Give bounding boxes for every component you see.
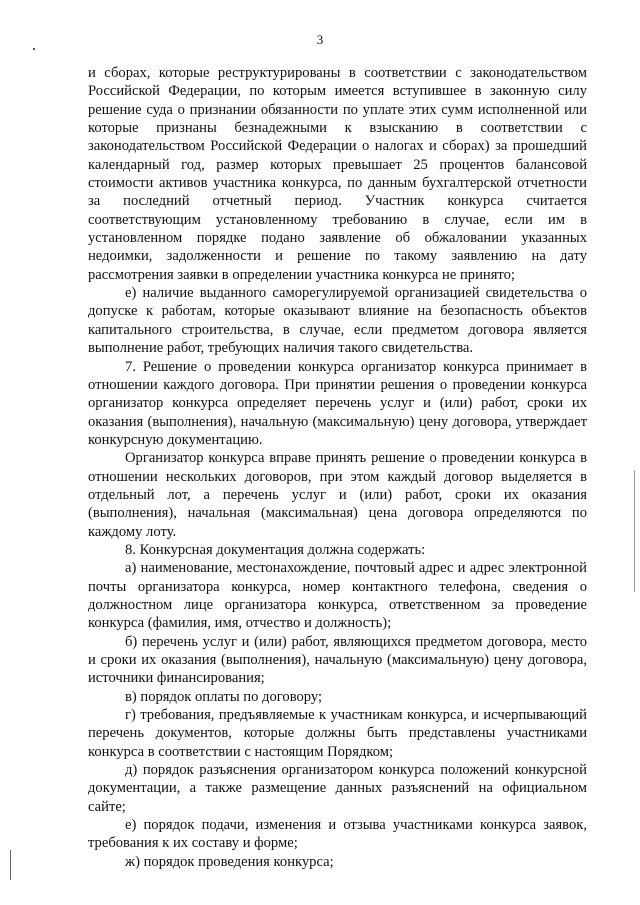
paragraph-item-zh: ж) порядок проведения конкурса;: [125, 853, 334, 870]
paragraph-item-a: а) наименование, местонахождение, почтовый адрес и адрес электронной почты организатора конкурса, номер контактного телефона, сведения о должностном лице организатора конкурса, ответственном за проведение конкурса (фамилия, имя, отчество и должность);: [88, 560, 587, 632]
paragraph-tax-arrears-continuation: и сборах, которые реструктурированы в соответствии с законодательством Российской Федерации, по которым имеется вступившее в законную силу решение суда о признании обязанности по уплате этих сумм исполненной или которые признаны безнадежными к взысканию в соответствии с законодательством Российской Федерации о налогах и сборах) за прошедший календарный год, размер которых превышает 25 процентов балансовой стоимости активов участника конкурса, по данным бухгалтерской отчетности за последний отчетный период. Участник конкурса считается соответствующим установленному требованию в случае, если им в установленном порядке подано заявление об обжаловании указанных недоимки, задолженности и решение по такому заявлению на дату рассмотрения заявки в определении участника конкурса не принято;: [88, 65, 587, 283]
scan-artifact-bottom-left: [10, 850, 11, 880]
paragraph-item-e: е) порядок подачи, изменения и отзыва участниками конкурса заявок, требования к их составу и форме;: [88, 817, 587, 852]
paragraph-item-v: в) порядок оплаты по договору;: [125, 688, 323, 705]
paragraph-clause-7: 7. Решение о проведении конкурса организатор конкурса принимает в отношении каждого договора. При принятии решения о проведении конкурса организатор конкурса определяет перечень услуг и (или) работ, сроки их оказания (выполнения), начальную (максимальную) цену договора, утверждает конкурсную документацию.: [88, 358, 587, 448]
paragraph-clause-8: 8. Конкурсная документация должна содержать:: [125, 541, 426, 558]
paragraph-item-b: б) перечень услуг и (или) работ, являющихся предметом договора, место и сроки их оказания (выполнения), начальную (максимальную) цену договора, источники финансирования;: [88, 633, 587, 687]
scan-artifact-dot: [33, 48, 35, 50]
document-body: [88, 64, 587, 871]
paragraph-item-e-sro-certificate: е) наличие выданного саморегулируемой организацией свидетельства о допуске к работам, которые оказывают влияние на безопасность объектов капитального строительства, в случае, если предметом договора является выполнение работ, требующих наличия такого свидетельства.: [88, 285, 587, 357]
scan-artifact-edge-line: [634, 470, 635, 592]
paragraph-item-d: д) порядок разъяснения организатором конкурса положений конкурсной документации, а также размещение данных разъяснений на официальном сайте;: [88, 762, 587, 815]
page-number: 3: [316, 32, 324, 47]
paragraph-multiple-contracts: Организатор конкурса вправе принять решение о проведении конкурса в отношении нескольких договоров, при этом каждый договор выделяется в отдельный лот, а перечень услуг и (или) работ, сроки их оказания (выполнения), начальная (максимальная) цена договора определяются по каждому лоту.: [88, 450, 587, 540]
paragraph-item-g: г) требования, предъявляемые к участникам конкурса, и исчерпывающий перечень документов, которые должны быть представлены участниками конкурса в соответствии с настоящим Порядком;: [88, 707, 587, 760]
